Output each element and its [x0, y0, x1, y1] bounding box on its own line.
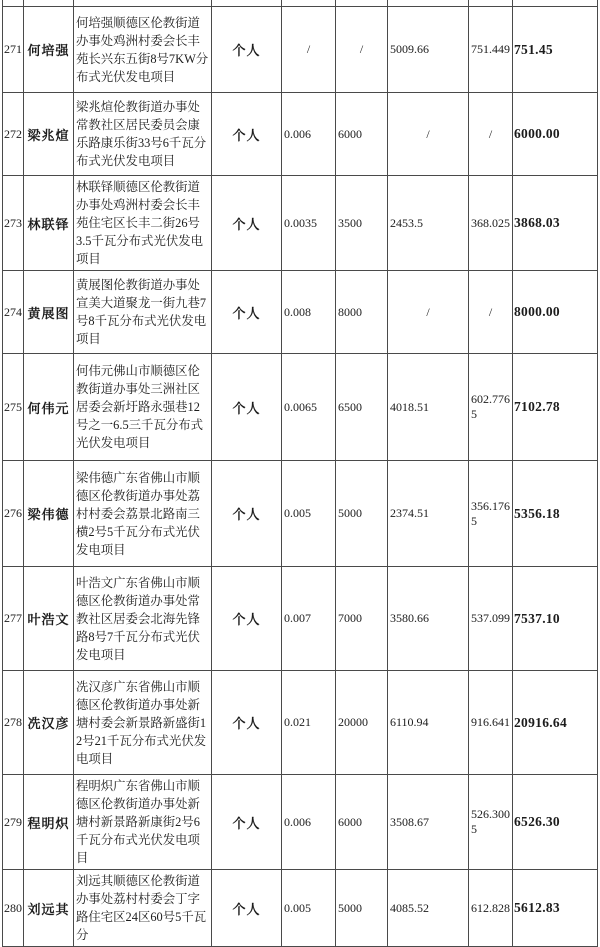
- generation-amount-cell: /: [388, 271, 469, 354]
- name-cell: 程明炽: [24, 775, 74, 870]
- subsidy-amount-cell: /: [469, 93, 513, 176]
- total-amount-cell: 6000.00: [513, 93, 598, 176]
- name-cell: 林联铎: [24, 176, 74, 271]
- generation-amount-cell: 5009.66: [388, 7, 469, 93]
- rate-cell: 0.0065: [282, 354, 336, 461]
- name-cell: 黄展图: [24, 271, 74, 354]
- row-number-cell: 276: [3, 461, 24, 567]
- generation-amount-cell: 4018.51: [388, 354, 469, 461]
- subsidy-amount-cell: /: [469, 271, 513, 354]
- generation-amount-cell: 3580.66: [388, 567, 469, 671]
- capacity-cell: 6000: [336, 775, 388, 870]
- row-number-cell: 279: [3, 775, 24, 870]
- project-desc-cell: 黄展图伦教街道办事处宣美大道聚龙一街九巷7号8千瓦分布式光伏发电项目: [74, 271, 212, 354]
- project-desc-cell: 林联铎顺德区伦教街道办事处鸡洲村委会长丰苑住宅区长丰二街26号3.5千瓦分布式光伏发电项目: [74, 176, 212, 271]
- rate-cell: 0.0035: [282, 176, 336, 271]
- type-cell: 个人: [212, 354, 282, 461]
- name-cell: 何伟元: [24, 354, 74, 461]
- subsidy-amount-cell: 602.7765: [469, 354, 513, 461]
- total-amount-cell: 20916.64: [513, 671, 598, 775]
- project-desc-cell: 何伟元佛山市顺德区伦教街道办事处三洲社区居委会新圩路永强巷12号之一6.5三千瓦分布式光伏发电项目: [74, 354, 212, 461]
- project-desc-cell: 梁兆煊伦教街道办事处常教社区居民委员会康乐路康乐街33号6千瓦分布式光伏发电项目: [74, 93, 212, 176]
- project-desc-cell: 梁伟德广东省佛山市顺德区伦教街道办事处荔村村委会荔景北路南三横2号5千瓦分布式光伏发电项目: [74, 461, 212, 567]
- project-desc-cell: 刘远其顺德区伦教街道办事处荔村村委会丁字路住宅区24区60号5千瓦分: [74, 870, 212, 947]
- rate-cell: 0.005: [282, 461, 336, 567]
- row-number-cell: 275: [3, 354, 24, 461]
- subsidy-table: [2, 0, 598, 947]
- type-cell: 个人: [212, 176, 282, 271]
- rate-cell: 0.006: [282, 93, 336, 176]
- name-cell: 冼汉彦: [24, 671, 74, 775]
- capacity-cell: 5000: [336, 461, 388, 567]
- type-cell: 个人: [212, 775, 282, 870]
- project-desc-cell: 冼汉彦广东省佛山市顺德区伦教街道办事处新塘村委会新景路新盛街12号21千瓦分布式光伏发电项目: [74, 671, 212, 775]
- capacity-cell: /: [336, 7, 388, 93]
- rate-cell: 0.005: [282, 870, 336, 947]
- row-number-cell: 280: [3, 870, 24, 947]
- row-number-cell: 277: [3, 567, 24, 671]
- project-desc-cell: 程明炽广东省佛山市顺德区伦教街道办事处新塘村新景路新康街2号6千瓦分布式光伏发电项目: [74, 775, 212, 870]
- capacity-cell: 6500: [336, 354, 388, 461]
- generation-amount-cell: 2374.51: [388, 461, 469, 567]
- table-row: [3, 271, 598, 354]
- rate-cell: 0.021: [282, 671, 336, 775]
- subsidy-amount-cell: 751.449: [469, 7, 513, 93]
- name-cell: 叶浩文: [24, 567, 74, 671]
- row-number-cell: 274: [3, 271, 24, 354]
- project-desc-cell: 何培强顺德区伦教街道办事处鸡洲村委会长丰苑长兴东五街8号7KW分布式光伏发电项目: [74, 7, 212, 93]
- generation-amount-cell: 6110.94: [388, 671, 469, 775]
- table-row: [3, 775, 598, 870]
- rate-cell: 0.008: [282, 271, 336, 354]
- subsidy-amount-cell: 916.641: [469, 671, 513, 775]
- row-number-cell: 272: [3, 93, 24, 176]
- row-number-cell: 278: [3, 671, 24, 775]
- subsidy-amount-cell: 356.1765: [469, 461, 513, 567]
- row-number-cell: 271: [3, 7, 24, 93]
- table-row: [3, 671, 598, 775]
- generation-amount-cell: 2453.5: [388, 176, 469, 271]
- table-row: [3, 461, 598, 567]
- capacity-cell: 5000: [336, 870, 388, 947]
- capacity-cell: 8000: [336, 271, 388, 354]
- name-cell: 梁兆煊: [24, 93, 74, 176]
- type-cell: 个人: [212, 671, 282, 775]
- table-row: [3, 176, 598, 271]
- row-number-cell: 273: [3, 176, 24, 271]
- table-row: [3, 93, 598, 176]
- generation-amount-cell: 4085.52: [388, 870, 469, 947]
- type-cell: 个人: [212, 7, 282, 93]
- rate-cell: /: [282, 7, 336, 93]
- generation-amount-cell: 3508.67: [388, 775, 469, 870]
- subsidy-amount-cell: 537.099: [469, 567, 513, 671]
- name-cell: 刘远其: [24, 870, 74, 947]
- name-cell: 梁伟德: [24, 461, 74, 567]
- project-desc-cell: 叶浩文广东省佛山市顺德区伦教街道办事处常教社区居委会北海先锋路8号7千瓦分布式光伏发电项目: [74, 567, 212, 671]
- capacity-cell: 6000: [336, 93, 388, 176]
- type-cell: 个人: [212, 271, 282, 354]
- type-cell: 个人: [212, 567, 282, 671]
- total-amount-cell: 751.45: [513, 7, 598, 93]
- rate-cell: 0.006: [282, 775, 336, 870]
- table-row: [3, 567, 598, 671]
- total-amount-cell: 7537.10: [513, 567, 598, 671]
- capacity-cell: 20000: [336, 671, 388, 775]
- total-amount-cell: 5356.18: [513, 461, 598, 567]
- subsidy-amount-cell: 612.828: [469, 870, 513, 947]
- total-amount-cell: 3868.03: [513, 176, 598, 271]
- type-cell: 个人: [212, 870, 282, 947]
- subsidy-amount-cell: 526.3005: [469, 775, 513, 870]
- total-amount-cell: 6526.30: [513, 775, 598, 870]
- table-row: [3, 7, 598, 93]
- total-amount-cell: 5612.83: [513, 870, 598, 947]
- type-cell: 个人: [212, 461, 282, 567]
- subsidy-amount-cell: 368.025: [469, 176, 513, 271]
- table-row: [3, 870, 598, 947]
- total-amount-cell: 7102.78: [513, 354, 598, 461]
- table-row: [3, 354, 598, 461]
- total-amount-cell: 8000.00: [513, 271, 598, 354]
- capacity-cell: 3500: [336, 176, 388, 271]
- name-cell: 何培强: [24, 7, 74, 93]
- rate-cell: 0.007: [282, 567, 336, 671]
- generation-amount-cell: /: [388, 93, 469, 176]
- type-cell: 个人: [212, 93, 282, 176]
- capacity-cell: 7000: [336, 567, 388, 671]
